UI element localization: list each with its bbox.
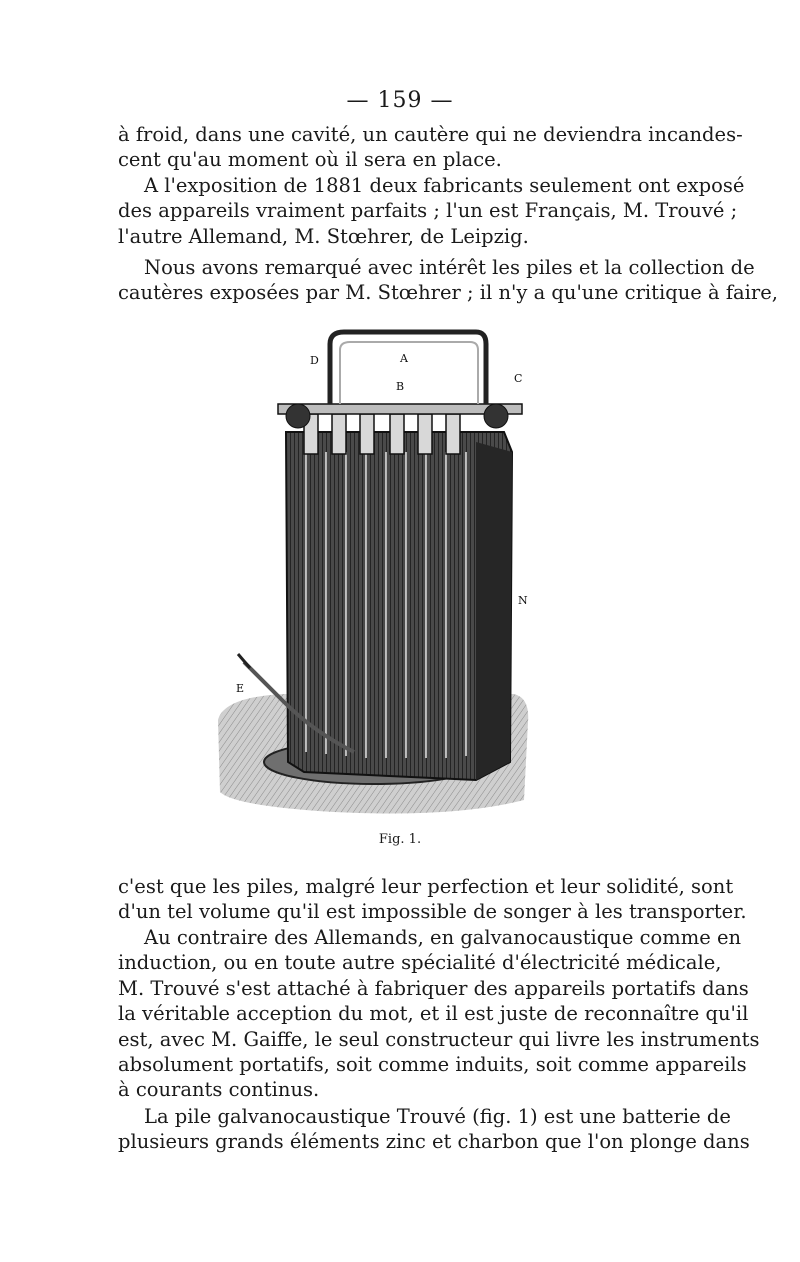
carry-handle-inner [340, 342, 478, 404]
paragraph-1 [118, 122, 743, 173]
battery-engraving [214, 322, 536, 822]
text-line: est, avec M. Gaiffe, le seul constructeur qui livre les instruments [118, 1027, 760, 1051]
text-line: cent qu'au moment où il sera en place. [118, 148, 502, 172]
text-line: plusieurs grands éléments zinc et charbon que l'on plonge dans [118, 1130, 750, 1154]
text-line: l'autre Allemand, M. Stœhrer, de Leipzig. [118, 224, 529, 248]
figure-label-b: B [396, 380, 405, 393]
figure-label-a: A [400, 352, 408, 365]
text-line: cautères exposées par M. Stœhrer ; il n'y a qu'une critique à faire, [118, 281, 778, 305]
text-line: A l'exposition de 1881 deux fabricants seulement ont exposé [144, 174, 745, 197]
cable-tip [238, 654, 250, 668]
text-line: la véritable acception du mot, et il est juste de reconnaître qu'il [118, 1002, 749, 1026]
figure-caption: Fig. 1. [378, 832, 422, 847]
figure-label-n: N [518, 594, 528, 607]
page-number: — 159 — [346, 88, 454, 113]
text-line: M. Trouvé s'est attaché à fabriquer des appareils portatifs dans [118, 976, 749, 1000]
text-line: c'est que les piles, malgré leur perfection et leur solidité, sont [118, 875, 734, 898]
paragraph-3 [118, 255, 778, 306]
battery-side [476, 442, 512, 780]
text-line: à courants continus. [118, 1078, 320, 1102]
figure-label-e: E [236, 682, 245, 695]
text-line: à froid, dans une cavité, un cautère qui ne deviendra incandes- [118, 123, 743, 146]
paragraph-6 [118, 1104, 750, 1155]
text-line: Nous avons remarqué avec intérêt les piles et la collection de [144, 256, 755, 279]
figure-label-d: D [310, 354, 319, 367]
rod-wheel-left [286, 404, 310, 428]
text-line: d'un tel volume qu'il est impossible de songer à les transporter. [118, 900, 747, 924]
paragraph-5 [118, 925, 760, 1103]
text-line: absolument portatifs, soit comme induits, soit comme appareils [118, 1053, 747, 1077]
text-line: Au contraire des Allemands, en galvanocaustique comme en [144, 926, 742, 949]
text-line: des appareils vraiment parfaits ; l'un est Français, M. Trouvé ; [118, 199, 738, 223]
paragraph-2 [118, 173, 745, 249]
paragraph-4 [118, 874, 747, 925]
rod-wheel-right [484, 404, 508, 428]
text-line: induction, ou en toute autre spécialité d'électricité médicale, [118, 951, 722, 975]
text-line: La pile galvanocaustique Trouvé (fig. 1) est une batterie de [144, 1105, 731, 1128]
figure-label-c: C [514, 372, 523, 385]
